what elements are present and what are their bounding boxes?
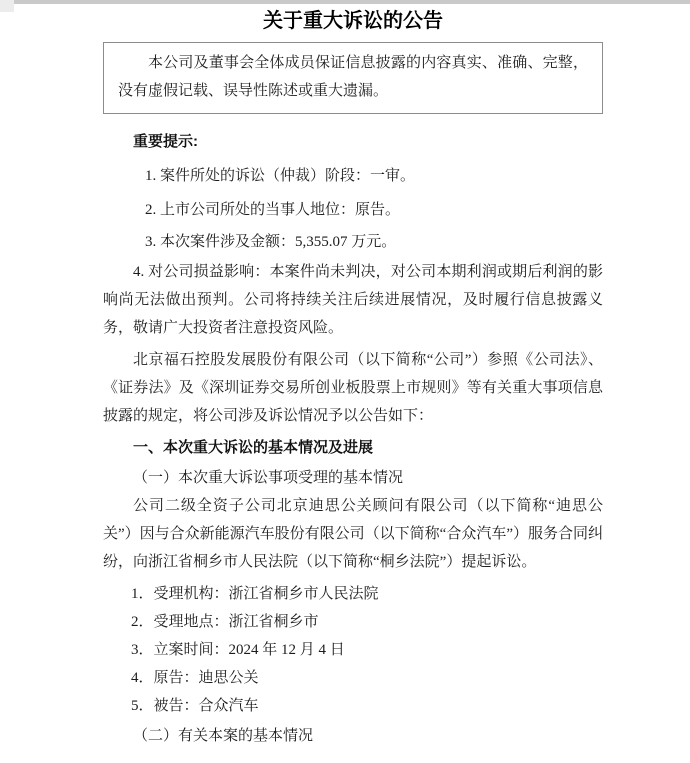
scan-artifact-top-strip <box>0 0 690 4</box>
case-item-accepting-court: 1．受理机构：浙江省桐乡市人民法院 <box>131 586 379 602</box>
case-item-accepting-place: 2．受理地点：浙江省桐乡市 <box>131 614 319 630</box>
case-item-filing-date: 3．立案时间：2024 年 12 月 4 日 <box>131 642 345 658</box>
important-notice-heading: 重要提示: <box>133 133 198 150</box>
section-1-2-heading: （二）有关本案的基本情况 <box>133 728 314 744</box>
disclaimer-text: 本公司及董事会全体成员保证信息披露的内容真实、准确、完整，没有虚假记载、误导性陈述或重大遗漏。 <box>118 55 588 99</box>
section-1-heading: 一、本次重大诉讼的基本情况及进展 <box>133 439 374 456</box>
case-item-plaintiff: 4．原告：迪思公关 <box>131 670 259 686</box>
notice-item-amount: 3. 本次案件涉及金额：5,355.07 万元。 <box>145 234 397 250</box>
disclaimer-box <box>103 42 603 114</box>
case-filing-paragraph: 公司二级全资子公司北京迪思公关顾问有限公司（以下简称“迪思公关”）因与合众新能源汽车股份有限公司（以下简称“合众汽车”）服务合同纠纷，向浙江省桐乡市人民法院（以下简称“桐乡法院”）提起诉讼。 <box>103 498 603 570</box>
notice-item-impact: 4. 对公司损益影响：本案件尚未判决，对公司本期利润或期后利润的影响尚无法做出预判。公司将持续关注后续进展情况，及时履行信息披露义务，敬请广大投资者注意投资风险。 <box>103 264 603 336</box>
notice-item-stage: 1. 案件所处的诉讼（仲裁）阶段：一审。 <box>145 168 416 184</box>
notice-item-party-position: 2. 上市公司所处的当事人地位：原告。 <box>145 202 401 218</box>
section-1-1-heading: （一）本次重大诉讼事项受理的基本情况 <box>133 470 404 486</box>
intro-paragraph: 北京福石控股发展股份有限公司（以下简称“公司”）参照《公司法》、《证券法》及《深圳证券交易所创业板股票上市规则》等有关重大事项信息披露的规定，将公司涉及诉讼情况予以公告如下： <box>103 352 603 424</box>
page-title: 关于重大诉讼的公告 <box>263 10 443 32</box>
case-item-defendant: 5．被告：合众汽车 <box>131 698 259 714</box>
document-body <box>103 8 603 750</box>
scan-artifact-corner <box>0 0 14 12</box>
